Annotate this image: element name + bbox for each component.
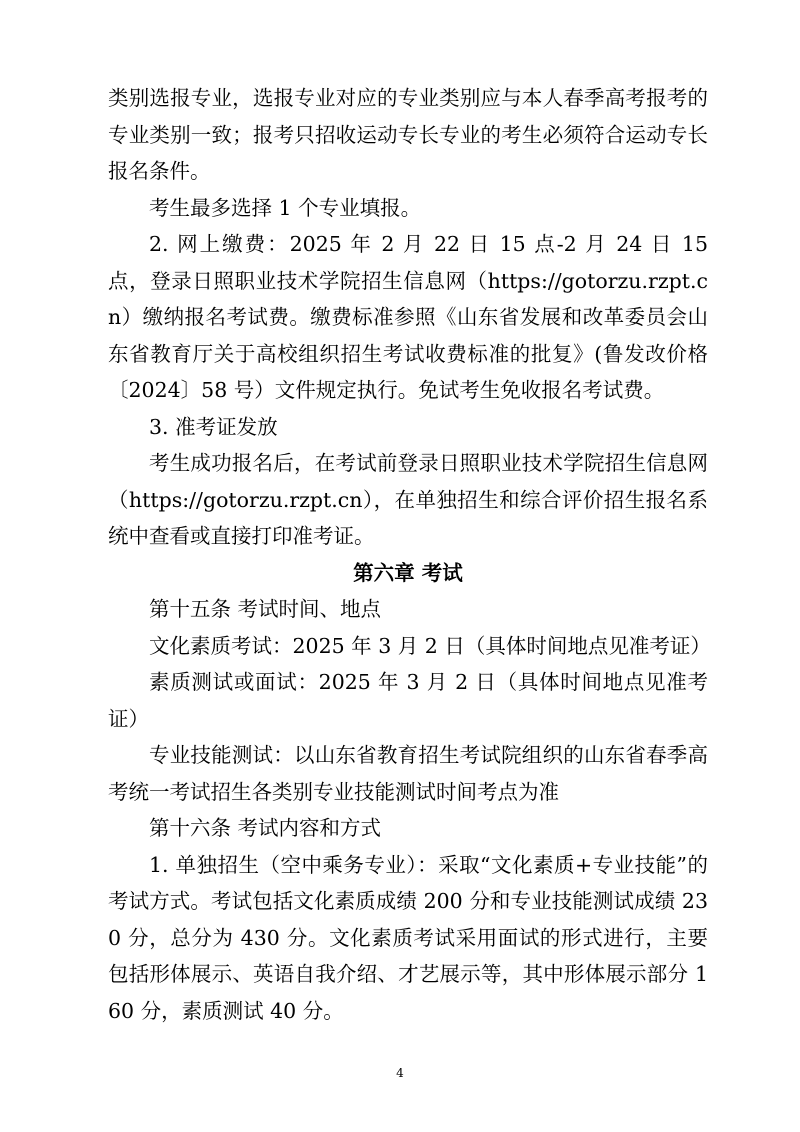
document-body bbox=[108, 80, 711, 1029]
paragraph-max-choice: 考生最多选择 1 个专业填报。 bbox=[149, 195, 422, 220]
page-number: 4 bbox=[396, 1066, 404, 1080]
paragraph-culture-exam-time: 文化素质考试：2025 年 3 月 2 日（具体时间地点见准考证） bbox=[149, 633, 711, 658]
paragraph-quality-test-time: 素质测试或面试：2025 年 3 月 2 日（具体时间地点见准考证） bbox=[108, 670, 708, 731]
article-16-heading: 第十六条 考试内容和方式 bbox=[149, 816, 382, 840]
paragraph-admission-ticket-heading: 3. 准考证发放 bbox=[149, 414, 278, 439]
paragraph-online-payment: 2. 网上缴费：2025 年 2 月 22 日 15 点-2 月 24 日 15 点，登录日照职业技术学院招生信息网（https://gotorzu.rzpt.cn）缴纳报名考试费。缴费标准参照《山东省发展和改革委员会山东省教育厅关于高校组织招生考试收费标准的批复》(鲁发改价格〔2024〕58 号）文件规定执行。免试考生免收报名考试费。 bbox=[108, 232, 708, 402]
paragraph-skill-test-time: 专业技能测试：以山东省教育招生考试院组织的山东省春季高考统一考试招生各类别专业技能测试时间考点为准 bbox=[108, 743, 708, 804]
paragraph-continuation: 类别选报专业，选报专业对应的专业类别应与本人春季高考报考的专业类别一致；报考只招收运动专长专业的考生必须符合运动专长报名条件。 bbox=[108, 86, 708, 183]
chapter-title: 第六章 考试 bbox=[353, 560, 463, 585]
paragraph-admission-ticket: 考生成功报名后，在考试前登录日照职业技术学院招生信息网（https://gotorzu.rzpt.cn），在单独招生和综合评价招生报名系统中查看或直接打印准考证。 bbox=[108, 451, 708, 548]
paragraph-exam-method: 1. 单独招生（空中乘务专业）：采取“文化素质+专业技能”的考试方式。考试包括文化素质成绩 200 分和专业技能测试成绩 230 分，总分为 430 分。文化素质考试采用面试的形式进行，主要包括形体展示、英语自我介绍、才艺展示等，其中形体展示部分 160 分，素质测试 40 分。 bbox=[108, 852, 708, 1023]
article-15-heading: 第十五条 考试时间、地点 bbox=[149, 597, 382, 621]
